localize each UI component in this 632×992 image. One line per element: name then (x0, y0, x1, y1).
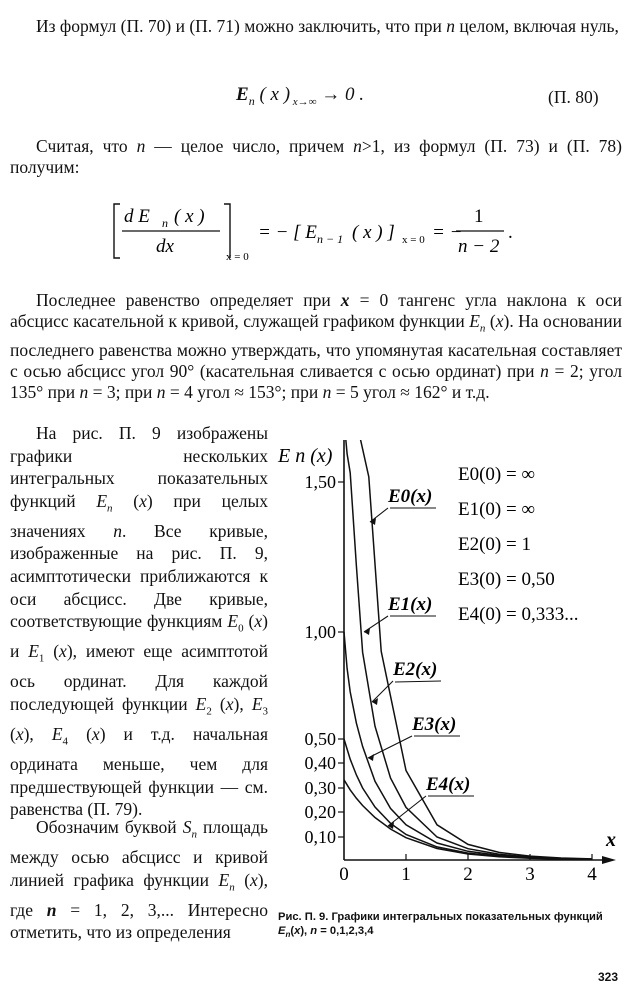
curve-label-0: E0(x) (388, 486, 433, 507)
x-tick-label: 4 (587, 864, 597, 885)
paragraph-1: Из формул (П. 70) и (П. 71) можно заключить, что при n целом, включая нуль, (36, 16, 619, 36)
y-axis-label: E n (x) (278, 445, 333, 467)
svg-text:x = 0: x = 0 (226, 251, 249, 263)
paragraph-2: Считая, что n — целое число, причем n>1, из формул (П. 73) и (П. 78) получим: (10, 136, 622, 177)
equation-number-p80: (П. 80) (548, 87, 599, 107)
annotation-1: E1(0) = ∞ (458, 499, 536, 520)
svg-text:dx: dx (156, 236, 174, 257)
curve-e3x (344, 739, 592, 859)
equation-derivative (112, 196, 522, 268)
curve-label-1: E1(x) (388, 594, 433, 615)
x-axis-arrow (602, 856, 616, 864)
curve-label-4: E4(x) (426, 774, 471, 795)
svg-text:n: n (162, 216, 168, 230)
svg-text:d E: d E (124, 206, 150, 227)
y-tick-label: 0,30 (304, 778, 336, 798)
y-tick-label: 1,00 (304, 622, 336, 642)
annotation-4: E4(0) = 0,333... (458, 604, 579, 625)
y-tick-label: 0,50 (304, 729, 336, 749)
page-number: 323 (598, 970, 619, 984)
y-tick-label: 0,20 (304, 802, 336, 822)
y-tick-label: 0,10 (304, 827, 336, 847)
svg-text:.: . (508, 222, 513, 243)
svg-text:n − 2: n − 2 (458, 236, 500, 257)
x-tick-label: 2 (463, 864, 473, 885)
leader-line-2 (395, 681, 441, 682)
svg-text:n − 1: n − 1 (317, 232, 344, 246)
annotation-0: E0(0) = ∞ (458, 464, 536, 485)
y-tick-label: 0,40 (304, 753, 336, 773)
svg-text:1: 1 (474, 206, 484, 227)
paragraph-5: Обозначим буквой $S_n$ площадь между осью абсцисс и кривой линией графика функции $E_n$ (x), где n = 1, 2, 3,... Интересно отметить, что из определения (10, 817, 269, 943)
equation-p80: $E_n$ ( x ) $_{x\to\infty}$ → 0 . (236, 84, 365, 108)
x-tick-label: 1 (401, 864, 411, 885)
svg-text:( x ): ( x ) (174, 206, 205, 227)
pointer-line-1 (364, 616, 388, 632)
curve-label-2: E2(x) (393, 659, 438, 680)
y-tick-label: 1,50 (304, 472, 336, 492)
paragraph-4: На рис. П. 9 изображены графики нескольких интегральных показательных функций $E_n$ (x) при целых значениях n. Все кривые, изображенные на рис. П. 9, асимптотически приближаются к оси абсцисс. Две кривые, соответствующие функциям $E_0$ (x) и $E_1$ (x), имеют еще асимптотой ось ординат. Для каждой последующей функции $E_2$ (x), $E_3$ (x), $E_4$ (x) и т.д. начальная ордината меньше, чем для предшествующей функции — см. равенства (П. 79). (10, 423, 269, 820)
annotation-2: E2(0) = 1 (458, 534, 531, 555)
figure-p9-chart (276, 440, 626, 905)
x-axis-label: x (606, 829, 616, 851)
paragraph-3: Последнее равенство определяет при x = 0 тангенс угла наклона к оси абсцисс касательной к кривой, служащей графиком функции $E_n$ (x). На основании последнего равенства можно утверждать, что упомянутая касательная составляет с осью абсцисс угол 90° (касательная сливается с осью ординат) при n = 2; угол 135° при n = 3; при n = 4 угол ≈ 153°; при n = 5 угол ≈ 162° и т.д. (10, 290, 622, 402)
svg-text:( x ) ]: ( x ) ] (352, 222, 395, 243)
x-tick-label: 3 (525, 864, 535, 885)
x-tick-label: 0 (339, 864, 349, 885)
figure-caption: Рис. П. 9. Графики интегральных показательных функций $E_n(x)$, n = 0,1,2,3,4 (278, 911, 603, 940)
pointer-arrow-3 (368, 754, 374, 761)
pointer-line-0 (370, 508, 388, 522)
curve-label-3: E3(x) (412, 714, 457, 735)
pointer-arrow-1 (364, 628, 370, 635)
pointer-line-3 (368, 736, 412, 758)
annotation-3: E3(0) = 0,50 (458, 569, 555, 590)
svg-text:= − [ E: = − [ E (258, 222, 317, 243)
svg-text:x = 0: x = 0 (402, 234, 425, 246)
svg-text:= −: = − (432, 222, 463, 243)
